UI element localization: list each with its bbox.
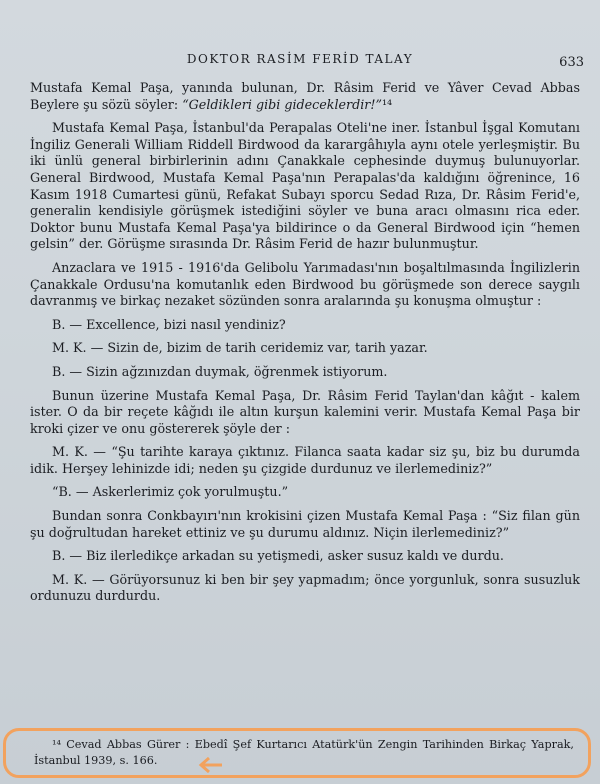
dialogue-line-5: “B. — Askerlerimiz çok yorulmuştu.” <box>52 484 289 500</box>
paragraph-4: Bunun üzerine Mustafa Kemal Paşa, Dr. Râsim Ferid Taylan'dan kâğıt - kalem ister. O da bir reçete kâğıdı ile altın kurşun kalemini verir. Mustafa Kemal Paşa bir kroki çizer ve onu göstererek şöyle der : <box>30 387 580 436</box>
dialogue-line-2: M. K. — Sizin de, bizim de tarih ceridemiz var, tarih yazar. <box>52 340 428 356</box>
paragraph-1-text: Mustafa Kemal Paşa, yanında bulunan, Dr. Râsim Ferid ve Yâver Cevad Abbas Beylere şu sözü söyler: <box>30 80 580 112</box>
footnote-ref: ¹⁴ <box>381 96 393 112</box>
running-title: DOKTOR RASİM FERİD TALAY <box>186 52 414 66</box>
dialogue-line-1: B. — Excellence, bizi nasıl yendiniz? <box>52 316 286 332</box>
dialogue-line-7: M. K. — Görüyorsunuz ki ben bir şey yapmadım; önce yorgunluk, sonra susuzluk ordunuzu durdurdu. <box>30 571 580 604</box>
dialogue-line-6: B. — Biz ilerledikçe arkadan su yetişmedi, asker susuz kaldı ve durdu. <box>52 548 504 564</box>
dialogue-line-4: M. K. — “Şu tarihte karaya çıktınız. Filanca saata kadar siz şu, biz bu durumda idik. Herşey lehinizde idi; neden şu çizgide durdunuz ve ilerlemediniz?” <box>30 444 580 476</box>
paragraph-3: Anzaclara ve 1915 - 1916'da Gelibolu Yarımadası'nın boşaltılmasında İngilizlerin Çanakkale Ordusu'na komutanlık eden Birdwood bu görüşmede son derece saygılı davranmış ve birkaç nezaket sözünden sonra aralarında şu konuşma olmuştur : <box>30 259 580 309</box>
dialogue-line-3: B. — Sizin ağzınızdan duymak, öğrenmek istiyorum. <box>52 363 388 379</box>
footnote-text: ¹⁴ Cevad Abbas Gürer : Ebedî Şef Kurtarıcı Atatürk'ün Zengin Tarihinden Birkaç Yaprak, İstanbul 1939, s. 166. <box>34 738 574 767</box>
paragraph-5: Bundan sonra Conkbayırı'nın krokisini çizen Mustafa Kemal Paşa : “Siz filan gün şu doğrultudan hareket ettiniz ve şu durumu aldınız. Niçin ilerlemediniz?” <box>30 508 580 540</box>
footnote <box>34 737 574 769</box>
page-number: 633 <box>559 55 584 70</box>
paragraph-2: Mustafa Kemal Paşa, İstanbul'da Perapalas Oteli'ne iner. İstanbul İşgal Komutanı İngiliz Generali William Riddell Birdwood da karargâhıyla aynı otele yerleşmiştir. Bu iki ünlü general birbirlerinin adını Çanakkale cephesinde duymuş bulunuyorlar. General Birdwood, Mustafa Kemal Paşa'nın Perapalas'da kaldığını öğrenince, 16 Kasım 1918 Cumartesi günü, Refakat Subayı sporcu Sedad Rıza, Dr. Râsim Ferid'e, generalin kendisiyle görüşmek istediğini söyler ve buna aracı olmasını rica eder. Doktor bunu Mustafa Kemal Paşa'ya bildirince o da General Birdwood için “hemen gelsin” der. Görüşme sırasında Dr. Râsim Ferid de hazır bulunmuştur. <box>30 120 580 252</box>
page-body <box>30 80 580 612</box>
arrow-left-icon <box>198 756 224 774</box>
paragraph-1 <box>30 80 580 113</box>
quote: “Geldikleri gibi gideceklerdir!” <box>182 96 382 112</box>
